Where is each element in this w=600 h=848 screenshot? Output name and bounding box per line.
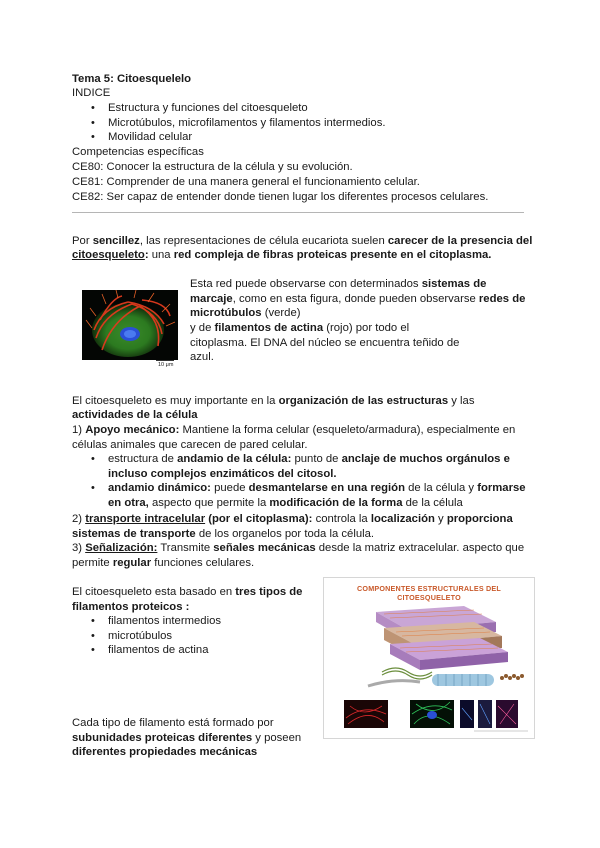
filament-type-item: • filamentos de actina bbox=[72, 643, 221, 658]
types-intro-2: filamentos proteicos : bbox=[72, 601, 190, 613]
filament-types-list bbox=[72, 614, 221, 658]
subunits-line-2: subunidades proteicas diferentes y poseen bbox=[72, 732, 302, 744]
figure-title-line-2: CITOESQUELETO bbox=[397, 593, 461, 602]
index-item: • Estructura y funciones del citoesqueleto bbox=[72, 101, 386, 116]
scale-bar-label: 10 μm bbox=[158, 362, 174, 368]
caption-line-6: azul. bbox=[190, 351, 214, 363]
competencia-ce82: CE82: Ser capaz de entender donde tienen lugar los diferentes procesos celulares. bbox=[72, 191, 489, 203]
function-1: 1) Apoyo mecánico: Mantiene la forma celular (esqueleto/armadura), especialmente en bbox=[72, 424, 516, 436]
separator bbox=[72, 212, 524, 213]
cytoskeleton-components-figure bbox=[323, 577, 535, 739]
functions-intro-1: El citoesqueleto es muy importante en la organización de las estructuras y las bbox=[72, 395, 475, 407]
intro-line-1: Por sencillez, las representaciones de célula eucariota suelen carecer de la presencia del bbox=[72, 235, 533, 247]
figure-title-line-1: COMPONENTES ESTRUCTURALES DEL bbox=[357, 584, 501, 593]
competencia-ce81: CE81: Comprender de una manera general el funcionamiento celular. bbox=[72, 176, 420, 188]
competencias-label: Competencias específicas bbox=[72, 146, 204, 158]
page-title: Tema 5: Citoesquelelo bbox=[72, 73, 192, 85]
index-label: INDICE bbox=[72, 87, 111, 99]
bullet-andamio-cont: incluso complejos enzimáticos del citosol. bbox=[108, 467, 337, 480]
caption-line-3: microtúbulos (verde) bbox=[190, 307, 301, 319]
caption-line-2: marcaje, como en esta figura, donde pueden observarse redes de bbox=[190, 293, 526, 305]
figure-illustration bbox=[324, 578, 534, 738]
caption-line-1: Esta red puede observarse con determinados sistemas de bbox=[190, 278, 487, 290]
index-list bbox=[72, 101, 386, 145]
index-item: • Microtúbulos, microfilamentos y filamentos intermedios. bbox=[72, 116, 386, 131]
caption-line-5: citoplasma. El DNA del núcleo se encuentra teñido de bbox=[190, 337, 460, 349]
bullet-andamio-dinamico: • andamio dinámico: puede desmantelarse en una región de la célula y formarse bbox=[72, 481, 526, 496]
bullet-andamio-dinamico-cont: en otra, aspecto que permite la modificación de la forma de la célula bbox=[108, 496, 463, 509]
competencia-ce80: CE80: Conocer la estructura de la célula y su evolución. bbox=[72, 161, 353, 173]
scale-bar bbox=[156, 360, 174, 361]
function-3: 3) Señalización: Transmite señales mecánicas desde la matriz extracelular. aspecto que bbox=[72, 542, 525, 554]
functions-intro-2: actividades de la célula bbox=[72, 409, 198, 421]
subunits-line-1: Cada tipo de filamento está formado por bbox=[72, 717, 274, 729]
function-2: 2) transporte intracelular (por el citoplasma): controla la localización y proporciona bbox=[72, 513, 513, 525]
index-item: • Movilidad celular bbox=[72, 130, 386, 145]
filament-type-item: • filamentos intermedios bbox=[72, 614, 221, 629]
subunits-line-3: diferentes propiedades mecánicas bbox=[72, 746, 258, 758]
types-intro-1: El citoesqueleto esta basado en tres tipos de bbox=[72, 586, 303, 598]
filament-type-item: • microtúbulos bbox=[72, 629, 221, 644]
intro-line-2: citoesqueleto: una red compleja de fibras proteicas presente en el citoplasma. bbox=[72, 249, 492, 261]
function-1-line-2: células animales que carecen de pared celular. bbox=[72, 439, 308, 451]
cytoskeleton-fluorescence-image bbox=[82, 290, 178, 360]
function-1-bullets bbox=[72, 452, 526, 510]
function-3-line-2: permite regular funciones celulares. bbox=[72, 557, 255, 569]
caption-line-4: y de filamentos de actina (rojo) por todo el bbox=[190, 322, 410, 334]
function-2-line-2: sistemas de transporte de los organelos por toda la célula. bbox=[72, 528, 375, 540]
bullet-andamio: • estructura de andamio de la célula: punto de anclaje de muchos orgánulos e bbox=[72, 452, 526, 467]
